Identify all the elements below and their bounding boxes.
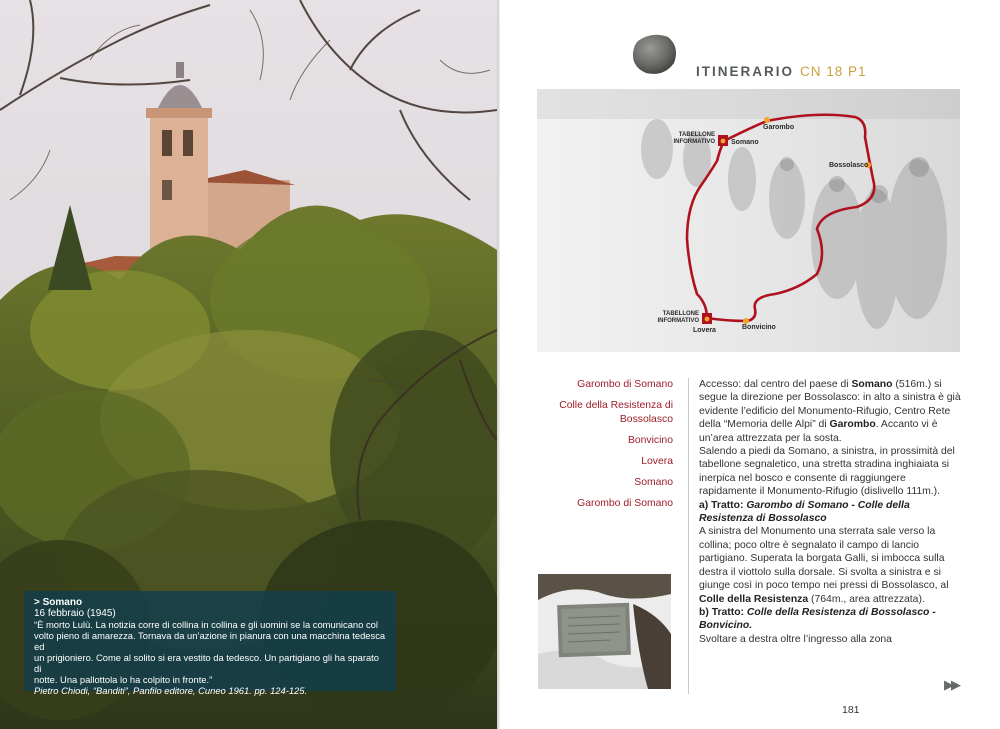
caption-place: > Somano xyxy=(34,597,83,608)
access-paragraph xyxy=(699,378,961,445)
page-number: 181 xyxy=(842,704,860,716)
text-run: (764m., area attrezzata). xyxy=(808,593,925,605)
itinerary-description xyxy=(699,378,961,646)
place-colle: Colle della Resistenza xyxy=(699,593,809,605)
map-label-tabellone-bottom-line1: TABELLONE xyxy=(662,311,699,317)
caption-quote-line: notte. Una pallottola lo ha colpito in fronte.” xyxy=(34,674,213,685)
stage-item: Bonvicino xyxy=(627,435,673,446)
map-label-tabellone-top-line2: INFORMATIVO xyxy=(673,139,715,145)
right-page xyxy=(500,0,1000,729)
stage-item: Somano xyxy=(634,477,673,488)
text-run: A sinistra del Monumento una sterrata sale verso la collina; poco oltre è segnalato il campo di lancio partigiano. Superata la borgata Galli, si imbocca sulla destra il viottolo sulla dorsale. Si svolta a sinistra e si giunge così in poco tempo nei pressi di Bossolasco, al xyxy=(699,526,949,592)
column-divider xyxy=(688,378,689,694)
text-run: . Accanto vi è un’area attrezzata per la sosta. xyxy=(699,419,938,444)
map-label-tabellone-top-line1: TABELLONE xyxy=(678,132,715,138)
tratto-a-heading xyxy=(699,499,961,526)
text-run: (516m.) si segue la direzione per Bossolasco: in alto a sinistra è già evidente l’edificio del Monumento-Rifugio, Centro Rete della “Memoria delle Alpi” di xyxy=(699,379,961,431)
itinerary-title xyxy=(696,64,867,79)
tratto-a-prefix: a) Tratto: xyxy=(699,499,747,511)
tratto-a-paragraph xyxy=(699,525,961,605)
tratto-a-title: Garombo di Somano - Colle della Resistenza di Bossolasco xyxy=(699,499,910,525)
map-label-garombo: Garombo xyxy=(763,124,795,131)
plaque-photo xyxy=(538,574,671,689)
tratto-b-heading xyxy=(699,606,961,633)
waypoint-garombo xyxy=(764,117,770,123)
map-label-somano: Somano xyxy=(731,139,759,146)
text-run: Accesso: dal centro del paese di xyxy=(699,379,852,390)
photo-caption xyxy=(24,591,396,696)
stage-list xyxy=(546,378,673,518)
next-page-arrows[interactable]: ▶▶ xyxy=(944,678,958,693)
caption-date: 16 febbraio (1945) xyxy=(34,608,116,619)
stage-item: Colle della Resistenza di Bossolasco xyxy=(559,400,673,425)
route-map-graphic xyxy=(537,89,960,352)
map-label-bossolasco: Bossolasco xyxy=(829,162,869,169)
caption-quote-line: volto pieno di amarezza. Tornava da un’azione in pianura con una macchina tedesca ed xyxy=(34,630,386,652)
tratto-b-paragraph: Svoltare a destra oltre l’ingresso alla zona xyxy=(699,633,892,645)
map-label-lovera: Lovera xyxy=(693,327,716,334)
stone-icon xyxy=(630,33,680,77)
left-page-photo xyxy=(0,0,497,729)
stage-item: Garombo di Somano xyxy=(577,379,673,390)
map-label-tabellone-bottom-line2: INFORMATIVO xyxy=(657,318,699,324)
stage-item: Garombo di Somano xyxy=(577,498,673,509)
caption-quote-line: un prigioniero. Come al solito si era vestito da tedesco. Un partigiano gli ha sparato di xyxy=(34,652,379,674)
map-label-tabellone-bottom xyxy=(645,311,699,325)
tratto-b-prefix: b) Tratto: xyxy=(699,606,747,618)
map-label-bonvicino: Bonvicino xyxy=(742,324,776,331)
plaque-image xyxy=(538,574,671,689)
itinerary-code: CN 18 P1 xyxy=(800,64,867,79)
stage-item: Lovera xyxy=(641,456,673,467)
caption-quote-line: “È morto Lulù. La notizia corre di collina in collina e gli uomini se la comunicano col xyxy=(34,619,378,630)
map-label-tabellone-top xyxy=(661,132,715,146)
itinerary-title-word: ITINERARIO xyxy=(696,64,795,79)
caption-citation: Pietro Chiodi, “Banditi”, Panfilo editore, Cuneo 1961. pp. 124-125. xyxy=(34,685,308,696)
tratto-b-title: Colle della Resistenza di Bossolasco - Bonvicino. xyxy=(699,606,936,632)
place-garombo: Garombo xyxy=(829,419,876,431)
ascent-paragraph: Salendo a piedi da Somano, a sinistra, in prossimità del tabellone segnaletico, una stretta stradina inghiaiata si inerpica nel bosco e consente di raggiungere rapidamente il Monumento-Rifugio (dislivello 111m.). xyxy=(699,446,955,498)
place-somano: Somano xyxy=(851,379,893,390)
route-map xyxy=(537,89,960,352)
